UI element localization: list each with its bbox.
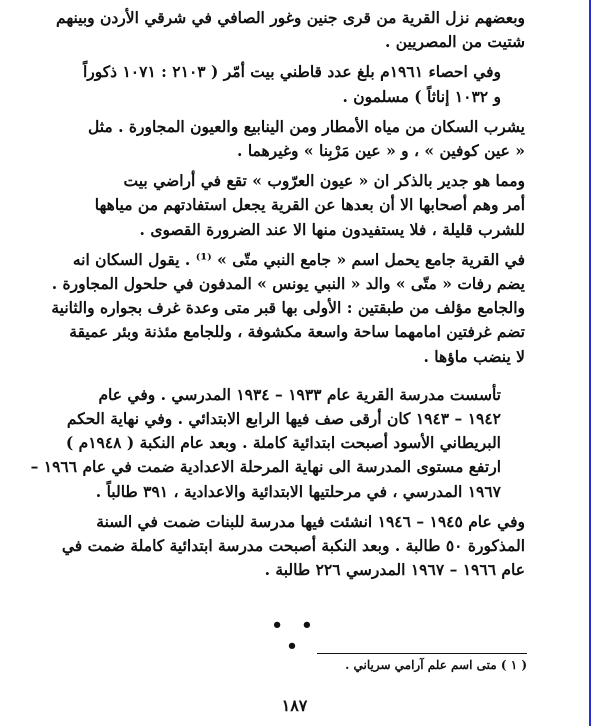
paragraph-mosque (51, 248, 525, 369)
text-line: البريطاني الأسود أصبحت ابتدائية كاملة . وبعد عام النكبة ( ١٩٤٨م ) (65, 433, 501, 453)
footnote: ( ١ ) متى اسم علم آرامي سرياني . (345, 658, 527, 672)
text-line: يضم رفات « متّى » والد « النبي يونس » المدفون في حلحول المجاورة . (51, 274, 525, 294)
text-line: وفي عام ١٩٤٥ – ١٩٤٦ انشئت فيها مدرسة للبنات ضمت في السنة (96, 511, 525, 531)
text-line: وبعضهم نزل القرية من قرى جنين وغور الصافي في شرقي الأردن وبينهم (56, 8, 525, 27)
text-line: تضم غرفتين امامهما ساحة واسعة مكشوفة ، وللجامع مئذنة وبئر عميقة (69, 322, 525, 342)
text-line: ومما هو جدير بالذكر ان « عيون العرّوب » تقع في أراضي بيت (123, 171, 525, 191)
text-line: شتيت من المصريين . (384, 32, 525, 52)
body-text (30, 6, 525, 588)
footnote-rule (317, 653, 527, 654)
text-line: عام ١٩٦٦ – ١٩٦٧ المدرسي ٢٢٦ طالبة . (264, 560, 525, 580)
text-line: المذكورة ٥٠ طالبة . وبعد النكبة أصبحت مدرسة ابتدائية كاملة ضمت في (61, 536, 525, 556)
text-line: في القرية جامع يحمل اسم « جامع النبي متّى » ⁽¹⁾ . يقول السكان انه (72, 249, 525, 269)
text-line: لا ينضب ماؤها . (423, 346, 525, 366)
text-line: للشرب قليلة ، فلا يستفيدون منها الا عند الضرورة القصوى . (139, 219, 525, 239)
text-line: ارتفع مستوى المدرسة الى نهاية المرحلة الاعدادية ضمت في عام ١٩٦٦ – (30, 457, 501, 477)
text-line: أمر وهم أصحابها الا أن بعدها عن القرية يجعل استفادتهم من مياهها (94, 195, 525, 215)
paragraph-water (60, 115, 525, 163)
paragraph-census (60, 60, 525, 108)
paragraph-boys-school (30, 383, 525, 504)
text-line: والجامع مؤلف من طبقتين : الأولى بها قبر متى وعدة غرف بجواره والثانية (51, 298, 525, 318)
text-line: « عين كوفين » ، و « عين مَرْبِنا » وغيرهما . (237, 141, 525, 161)
text-line: يشرب السكان من مياه الأمطار ومن الينابيع والعيون المجاورة . مثل (88, 116, 525, 136)
paragraph-girls-school (60, 510, 525, 583)
paragraph-residents (56, 6, 525, 54)
text-line: تأسست مدرسة القرية عام ١٩٣٣ – ١٩٣٤ المدرسي . وفي عام (98, 384, 501, 404)
text-line: ١٩٦٧ المدرسي ، في مرحلتيها الابتدائية والاعدادية ، ٣٩١ طالباً . (95, 481, 501, 501)
paragraph-springs (60, 169, 525, 242)
text-line: ١٩٤٢ – ١٩٤٣ كان أرقى صف فيها الرابع الابتدائي . وفي نهاية الحكم (66, 409, 501, 429)
text-line: وفي احصاء ١٩٦١م بلغ عدد قاطني بيت أمّر ( ٢١٠٣ : ١٠٧١ ذكوراً (82, 62, 501, 82)
text-line: و ١٠٣٢ إناثاً ) مسلمون . (342, 86, 501, 106)
page-number: ١٨٧ (281, 696, 308, 715)
section-separator: • • • (271, 615, 319, 657)
